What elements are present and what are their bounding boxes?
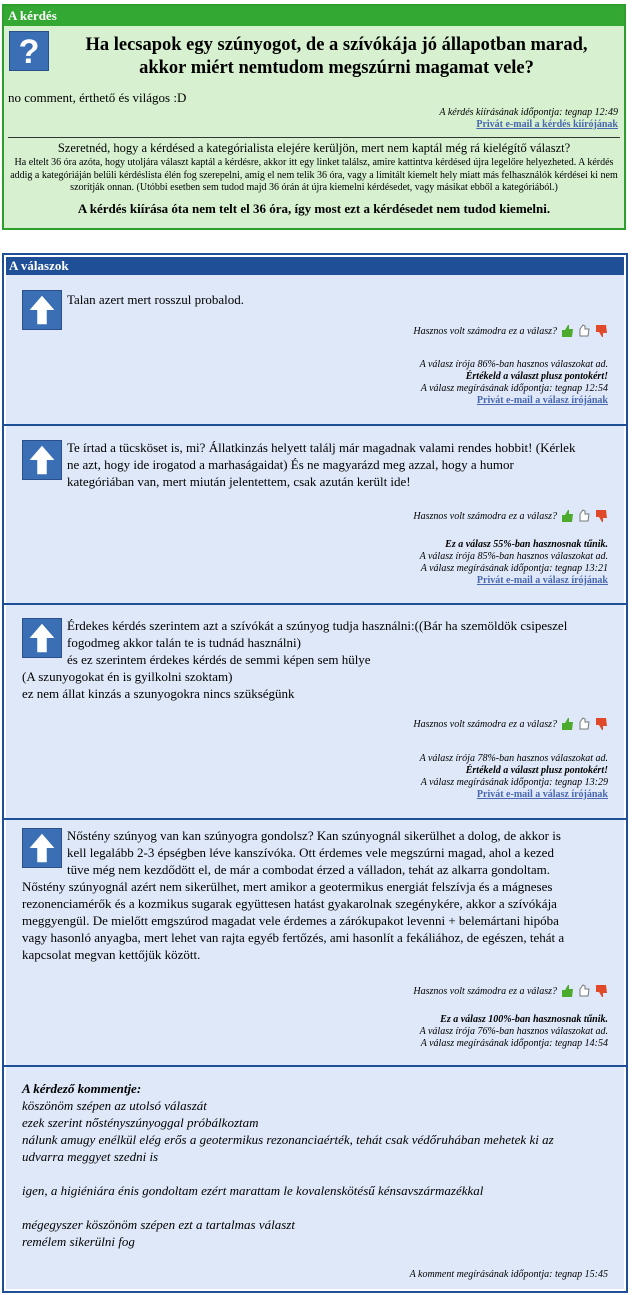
thumbs-up-icon[interactable] xyxy=(560,717,574,731)
answer-1 xyxy=(6,275,624,424)
private-email-answerer-link[interactable]: Privát e-mail a válasz írójának xyxy=(476,395,608,406)
question-title-line1: Ha lecsapok egy szúnyogot, de a szívókája jó állapotban marad, xyxy=(85,35,588,55)
thumbs-neutral-icon[interactable] xyxy=(577,324,591,338)
private-email-asker-link[interactable]: Privát e-mail a kérdés kiírójának xyxy=(476,119,618,130)
highlight-question: Szeretnéd, hogy a kérdésed a kategórialista elejére kerüljön, mert nem kaptál még rá kielégítő választ? xyxy=(57,141,571,155)
asker-comment xyxy=(6,1067,624,1289)
answer-percent: Ez a válasz 100%-ban hasznosnak tűnik. xyxy=(440,1014,608,1025)
question-meta xyxy=(439,107,618,131)
highlight-status: A kérdés kiírása óta nem telt el 36 óra, így most ezt a kérdésedet nem tudod kiemelni. xyxy=(77,200,551,216)
thumbs-neutral-icon[interactable] xyxy=(577,717,591,731)
rate-prompt[interactable]: Értékeld a választ plusz pontokért! xyxy=(465,371,608,382)
helpful-prompt: Hasznos volt számodra ez a válasz? xyxy=(413,324,608,338)
answer-3 xyxy=(6,605,624,818)
answer-text: Te írtad a tücsköset is, mi? Állatkinzás helyett találj már magadnak valami rendes hobbit! (Kérlek ne azt, hogy ide irogatod a marhaságaidat) És ne magyarázd meg azzal, hogy a humor kategóriában van, mert miután jelentettem, csak azután került ide! xyxy=(67,440,576,489)
answer-4 xyxy=(6,820,624,1065)
thumbs-neutral-icon[interactable] xyxy=(577,984,591,998)
private-email-answerer-link[interactable]: Privát e-mail a válasz írójának xyxy=(476,575,608,586)
question-mark-icon: ? xyxy=(9,31,49,71)
private-email-answerer-link[interactable]: Privát e-mail a válasz írójának xyxy=(476,789,608,800)
asker-comment-title: A kérdező kommentje: xyxy=(22,1081,142,1096)
answer-percent: Ez a válasz 55%-ban hasznosnak tűnik. xyxy=(445,539,608,550)
answer-text: Érdekes kérdés szerintem azt a szívókát a szúnyog tudja használni:((Bár ha szemöldök csipeszel fogodmeg akkor talán te is tudnád használni) és ez szerintem érdekes kérdés de semmi képen sem hülye (A szunyogokat én is gyilkolni szoktam) ez nem állat kinzás a szunyogokra nincs szükségünk xyxy=(22,618,568,701)
answer-meta: A válasz írója 78%-ban hasznos válaszokat ad. Értékeld a választ plusz pontokért! A válasz megírásának időpontja: tegnap 13:29 Privát e-mail a válasz írójának xyxy=(419,753,608,800)
thumbs-up-icon[interactable] xyxy=(560,509,574,523)
helpful-prompt: Hasznos volt számodra ez a válasz? xyxy=(413,509,608,523)
thumbs-down-icon[interactable] xyxy=(594,984,608,998)
divider xyxy=(8,137,620,138)
question-date: A kérdés kiírásának időpontja: tegnap 12:49 xyxy=(439,107,618,118)
highlight-info xyxy=(10,141,618,217)
answer-meta: Ez a válasz 55%-ban hasznosnak tűnik. A válasz írója 85%-ban hasznos válaszokat ad. A válasz megírásának időpontja: tegnap 13:21 Privát e-mail a válasz írójának xyxy=(419,539,608,586)
answer-2 xyxy=(6,426,624,603)
question-header: A kérdés xyxy=(4,6,624,26)
question-body: no comment, érthető és világos :D xyxy=(8,90,187,105)
highlight-explanation: Ha eltelt 36 óra azóta, hogy utoljára választ kaptál a kérdésre, akkor itt egy linket találsz, amire kattintva kérdésed újra legelőre helyezheted. A kérdés addig a kategóriáján belüli kérdéslista élén fog szerepelni, amíg el nem telik 36 óra, vagy a limitált kiemelt hely miatt más felhasználók kérdései ki nem szorítják onnan. (Utóbbi esetben sem tudod majd 36 órán át újra kiemelni kérdésedet, vagy másikat ebből a kategóriából.) xyxy=(10,157,618,193)
answers-panel xyxy=(2,253,628,1293)
thumbs-down-icon[interactable] xyxy=(594,324,608,338)
answer-text: Talan azert mert rosszul probalod. xyxy=(67,292,245,307)
answers-header: A válaszok xyxy=(6,257,624,275)
helpful-prompt: Hasznos volt számodra ez a válasz? xyxy=(413,717,608,731)
answer-meta: A válasz írója 86%-ban hasznos válaszokat ad. Értékeld a választ plusz pontokért! A válasz megírásának időpontja: tegnap 12:54 Privát e-mail a válasz írójának xyxy=(419,359,608,406)
question-panel xyxy=(2,4,626,230)
helpful-prompt: Hasznos volt számodra ez a válasz? xyxy=(413,984,608,998)
asker-comment-text: A kérdező kommentje: köszönöm szépen az utolsó válaszát ezek szerint nőstényszúnyoggal próbálkoztam nálunk amugy enélkül elég erős a geotermikus rezonanciaérték, tehát csak védőruhában mehetek ki az udvarra meggyet szedni is igen, a higiéniára énis gondoltam ezért marattam le kovalenskötésű kénsavszármazékkal mégegyszer köszönöm szépen ezt a tartalmas választ remélem sikerülni fog xyxy=(22,1080,612,1250)
question-title xyxy=(59,34,614,80)
thumbs-down-icon[interactable] xyxy=(594,717,608,731)
rate-prompt[interactable]: Értékeld a választ plusz pontokért! xyxy=(465,765,608,776)
answer-text: Nőstény szúnyog van kan szúnyogra gondolsz? Kan szúnyognál sikerülhet a dolog, de akkor is kell legalább 2-3 épségben léve kanszívóka. Ott érdemes vele megszúrni magad, ahol a kezed tüve még nem kezdődött el, de már a combodat érzed a válladon, tehát az alkarra gondoltam. Nőstény szúnyognál azért nem sikerülhet, mert amikor a geotermikus energiát felszívja és a mágneses rezonenciamérők és a kozmikus sugarak együttesen hatást gyakarolnak szegénykére, akkor a szívókája meggyengül. De mielőtt emgszúrod magadat vele érdemes a zárókupakot levenni + belemártani hipóba vagy hasonló anyagba, mert lehet van rajta egyéb fertőzés, ami hasonlít a fekáliához, de egészen, tehát a kapcsolat megvan kettőjük között. xyxy=(22,828,565,962)
thumbs-neutral-icon[interactable] xyxy=(577,509,591,523)
comment-date: A komment megírásának időpontja: tegnap 15:45 xyxy=(409,1269,608,1280)
thumbs-up-icon[interactable] xyxy=(560,324,574,338)
answer-meta: Ez a válasz 100%-ban hasznosnak tűnik. A válasz írója 76%-ban hasznos válaszokat ad. A válasz megírásának időpontja: tegnap 14:54 xyxy=(419,1014,608,1049)
question-title-line2: akkor miért nemtudom megszúrni magamat vele? xyxy=(139,58,534,78)
thumbs-down-icon[interactable] xyxy=(594,509,608,523)
thumbs-up-icon[interactable] xyxy=(560,984,574,998)
